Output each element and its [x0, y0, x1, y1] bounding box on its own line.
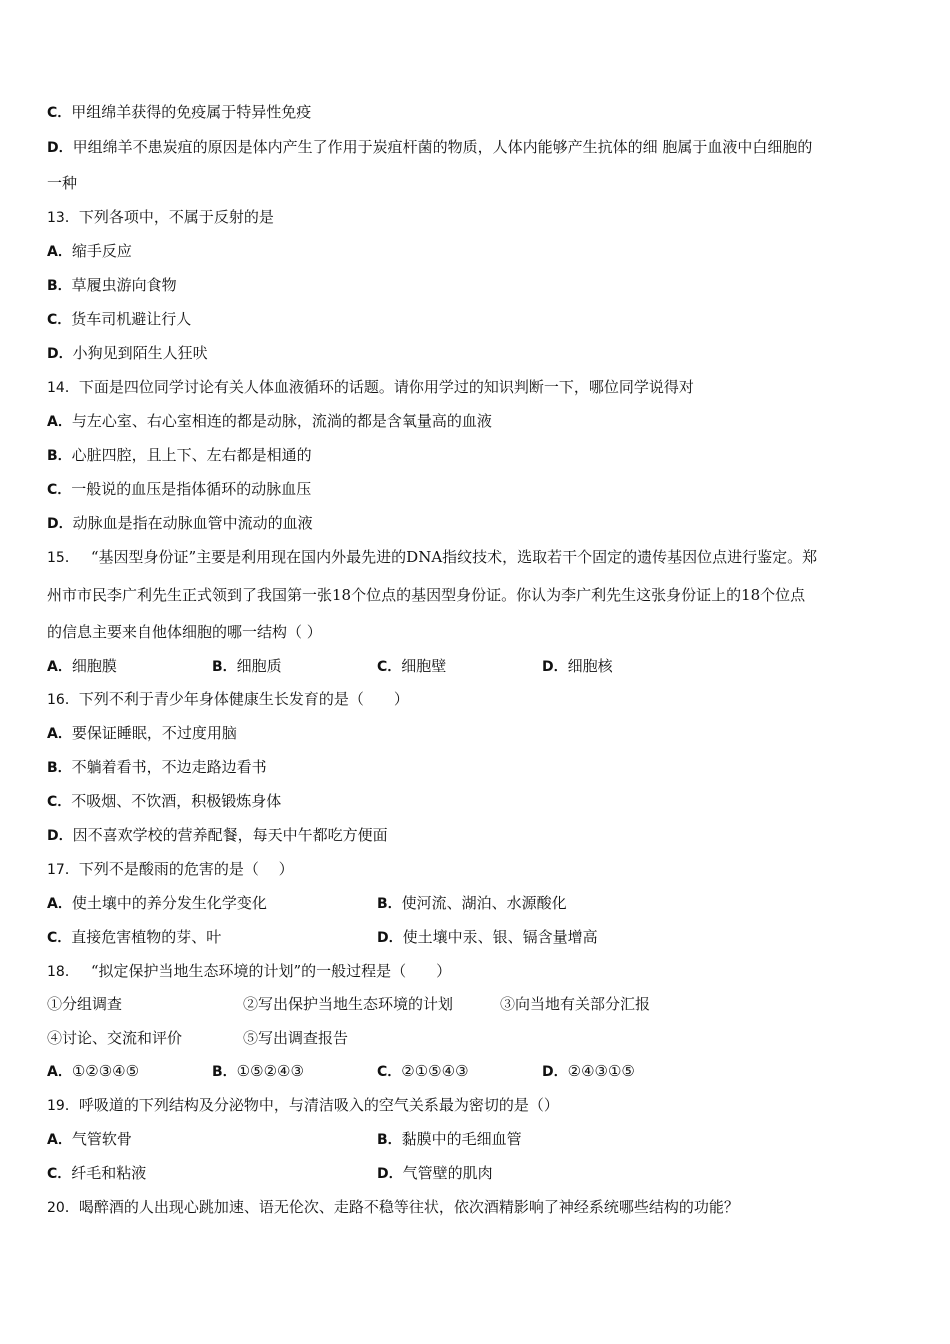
q18-step-1: ①分组调查: [47, 995, 123, 1013]
question-number: 19．: [47, 1098, 79, 1114]
question-text: 的信息主要来自他体细胞的哪一结构（ ）: [47, 623, 322, 641]
q16-stem: [47, 689, 409, 709]
option-label: A．: [47, 726, 72, 742]
q17-option-d: [377, 927, 598, 947]
q18-step-3: ③向当地有关部分汇报: [500, 995, 651, 1013]
q19-option-c: [47, 1163, 146, 1183]
option-text: 细胞质: [236, 657, 282, 675]
option-text: 草履虫游向食物: [71, 276, 177, 294]
q15-option-a: [47, 656, 117, 676]
option-text: ①⑤②④③: [236, 1062, 304, 1080]
option-text: 气管软骨: [71, 1130, 132, 1148]
option-text: ②①⑤④③: [401, 1062, 469, 1080]
question-text: 喝醉酒的人出现心跳加速、语无伦次、走路不稳等往状，依次酒精影响了神经系统哪些结构的功能？: [78, 1198, 739, 1216]
option-label: B．: [377, 1132, 402, 1148]
q16-option-b: [47, 757, 267, 777]
option-label: D．: [47, 140, 73, 156]
option-text: 气管壁的肌肉: [402, 1164, 493, 1182]
option-label: A．: [47, 1132, 72, 1148]
q17-stem: [47, 859, 294, 879]
option-text: 黏膜中的毛细血管: [401, 1130, 522, 1148]
option-text: ②④③①⑤: [567, 1062, 635, 1080]
question-number: 13．: [47, 210, 79, 226]
option-label: A．: [47, 414, 72, 430]
option-label: D．: [47, 346, 73, 362]
question-number: 17．: [47, 862, 79, 878]
q15-stem-line-3: [47, 622, 322, 642]
q15-option-c: [377, 656, 446, 676]
question-text: 州市市民李广利先生正式领到了我国第一张18个位点的基因型身份证。你认为李广利先生这张身份证上的18个位点: [47, 586, 806, 604]
q18-step-5: ⑤写出调查报告: [243, 1029, 349, 1047]
q20-stem: [47, 1197, 739, 1217]
q19-option-b: [377, 1129, 522, 1149]
q13-option-a: [47, 241, 132, 261]
option-text: 使河流、湖泊、水源酸化: [401, 894, 567, 912]
option-text: ①②③④⑤: [71, 1062, 140, 1080]
q15-option-b: [212, 656, 282, 676]
option-text: 一般说的血压是指体循环的动脉血压: [71, 480, 312, 498]
option-text: 小狗见到陌生人狂吠: [72, 344, 208, 362]
question-number: 16．: [47, 692, 79, 708]
q12-option-d: [47, 137, 812, 157]
question-text: “拟定保护当地生态环境的计划”的一般过程是（ ）: [90, 962, 452, 980]
q18-option-c: [377, 1061, 469, 1081]
question-text: 下列各项中，不属于反射的是: [78, 208, 274, 226]
option-text: 细胞壁: [401, 657, 447, 675]
option-label: C．: [377, 1064, 402, 1080]
option-label: C．: [47, 1166, 72, 1182]
q19-option-d: [377, 1163, 493, 1183]
option-label: D．: [377, 930, 403, 946]
option-label: B．: [212, 1064, 237, 1080]
question-text: “基因型身份证”主要是利用现在国内外最先进的DNA指纹技术，选取若干个固定的遗传基因位点进行鉴定。郑: [90, 548, 818, 566]
q18-option-b: [212, 1061, 304, 1081]
option-text: 直接危害植物的芽、叶: [71, 928, 222, 946]
q14-option-a: [47, 411, 492, 431]
option-text: 与左心室、右心室相连的都是动脉，流淌的都是含氧量高的血液: [71, 412, 492, 430]
question-text: 呼吸道的下列结构及分泌物中，与清洁吸入的空气关系最为密切的是（）: [78, 1096, 559, 1114]
option-text: 甲组绵羊不患炭疽的原因是体内产生了作用于炭疽杆菌的物质，人体内能够产生抗体的细 胞属于血液中白细胞的: [72, 138, 813, 156]
option-label: C．: [47, 794, 72, 810]
question-text: 下列不利于青少年身体健康生长发育的是（ ）: [78, 690, 409, 708]
q12-option-d-continued: [47, 173, 77, 193]
option-label: D．: [542, 1064, 568, 1080]
option-text: 甲组绵羊获得的免疫属于特异性免疫: [71, 103, 312, 121]
q18-step-2: ②写出保护当地生态环境的计划: [243, 995, 454, 1013]
q19-option-a: [47, 1129, 132, 1149]
option-text: 纤毛和粘液: [71, 1164, 147, 1182]
option-label: B．: [377, 896, 402, 912]
option-text: 不吸烟、不饮酒，积极锻炼身体: [71, 792, 282, 810]
option-text: 使土壤中汞、银、镉含量增高: [402, 928, 598, 946]
option-text: 缩手反应: [71, 242, 132, 260]
option-label: B．: [47, 278, 72, 294]
option-label: D．: [47, 828, 73, 844]
q17-option-b: [377, 893, 567, 913]
q16-option-a: [47, 723, 237, 743]
option-label: C．: [47, 482, 72, 498]
q15-stem-line-2: [47, 585, 805, 605]
q12-option-c: [47, 102, 311, 122]
option-label: A．: [47, 244, 72, 260]
q13-option-d: [47, 343, 208, 363]
option-label: D．: [47, 516, 73, 532]
question-text: 下面是四位同学讨论有关人体血液循环的话题。请你用学过的知识判断一下，哪位同学说得对: [78, 378, 694, 396]
option-label: A．: [47, 1064, 72, 1080]
q13-option-b: [47, 275, 177, 295]
option-label: C．: [47, 105, 72, 121]
option-text: 细胞膜: [71, 657, 117, 675]
option-text: 要保证睡眠，不过度用脑: [71, 724, 237, 742]
option-label: B．: [47, 448, 72, 464]
option-text: 细胞核: [567, 657, 613, 675]
q14-option-c: [47, 479, 311, 499]
q15-option-d: [542, 656, 613, 676]
option-text: 动脉血是指在动脉血管中流动的血液: [72, 514, 313, 532]
q15-stem: [47, 547, 817, 567]
option-label: D．: [377, 1166, 403, 1182]
option-label: D．: [542, 659, 568, 675]
option-label: A．: [47, 896, 72, 912]
option-text: 货车司机避让行人: [71, 310, 192, 328]
q17-option-a: [47, 893, 267, 913]
option-text: 心脏四腔，且上下、左右都是相通的: [71, 446, 312, 464]
q16-option-c: [47, 791, 281, 811]
question-number: 14．: [47, 380, 79, 396]
option-text: 一种: [47, 174, 78, 192]
q17-option-c: [47, 927, 221, 947]
option-text: 使土壤中的养分发生化学变化: [71, 894, 267, 912]
option-text: 因不喜欢学校的营养配餐，每天中午都吃方便面: [72, 826, 388, 844]
option-label: B．: [47, 760, 72, 776]
q19-stem: [47, 1095, 559, 1115]
q18-stem: [47, 961, 451, 981]
option-label: B．: [212, 659, 237, 675]
question-number: 15．: [47, 550, 79, 566]
q18-step-4: ④讨论、交流和评价: [47, 1029, 183, 1047]
q16-option-d: [47, 825, 388, 845]
q13-option-c: [47, 309, 191, 329]
q14-option-d: [47, 513, 313, 533]
q18-option-a: [47, 1061, 139, 1081]
q18-option-d: [542, 1061, 635, 1081]
question-number: 20．: [47, 1200, 79, 1216]
q13-stem: [47, 207, 274, 227]
option-label: C．: [47, 312, 72, 328]
option-text: 不躺着看书，不边走路边看书: [71, 758, 267, 776]
q14-stem: [47, 377, 694, 397]
option-label: A．: [47, 659, 72, 675]
question-text: 下列不是酸雨的危害的是（ ）: [78, 860, 294, 878]
option-label: C．: [47, 930, 72, 946]
question-number: 18．: [47, 964, 79, 980]
q14-option-b: [47, 445, 312, 465]
option-label: C．: [377, 659, 402, 675]
